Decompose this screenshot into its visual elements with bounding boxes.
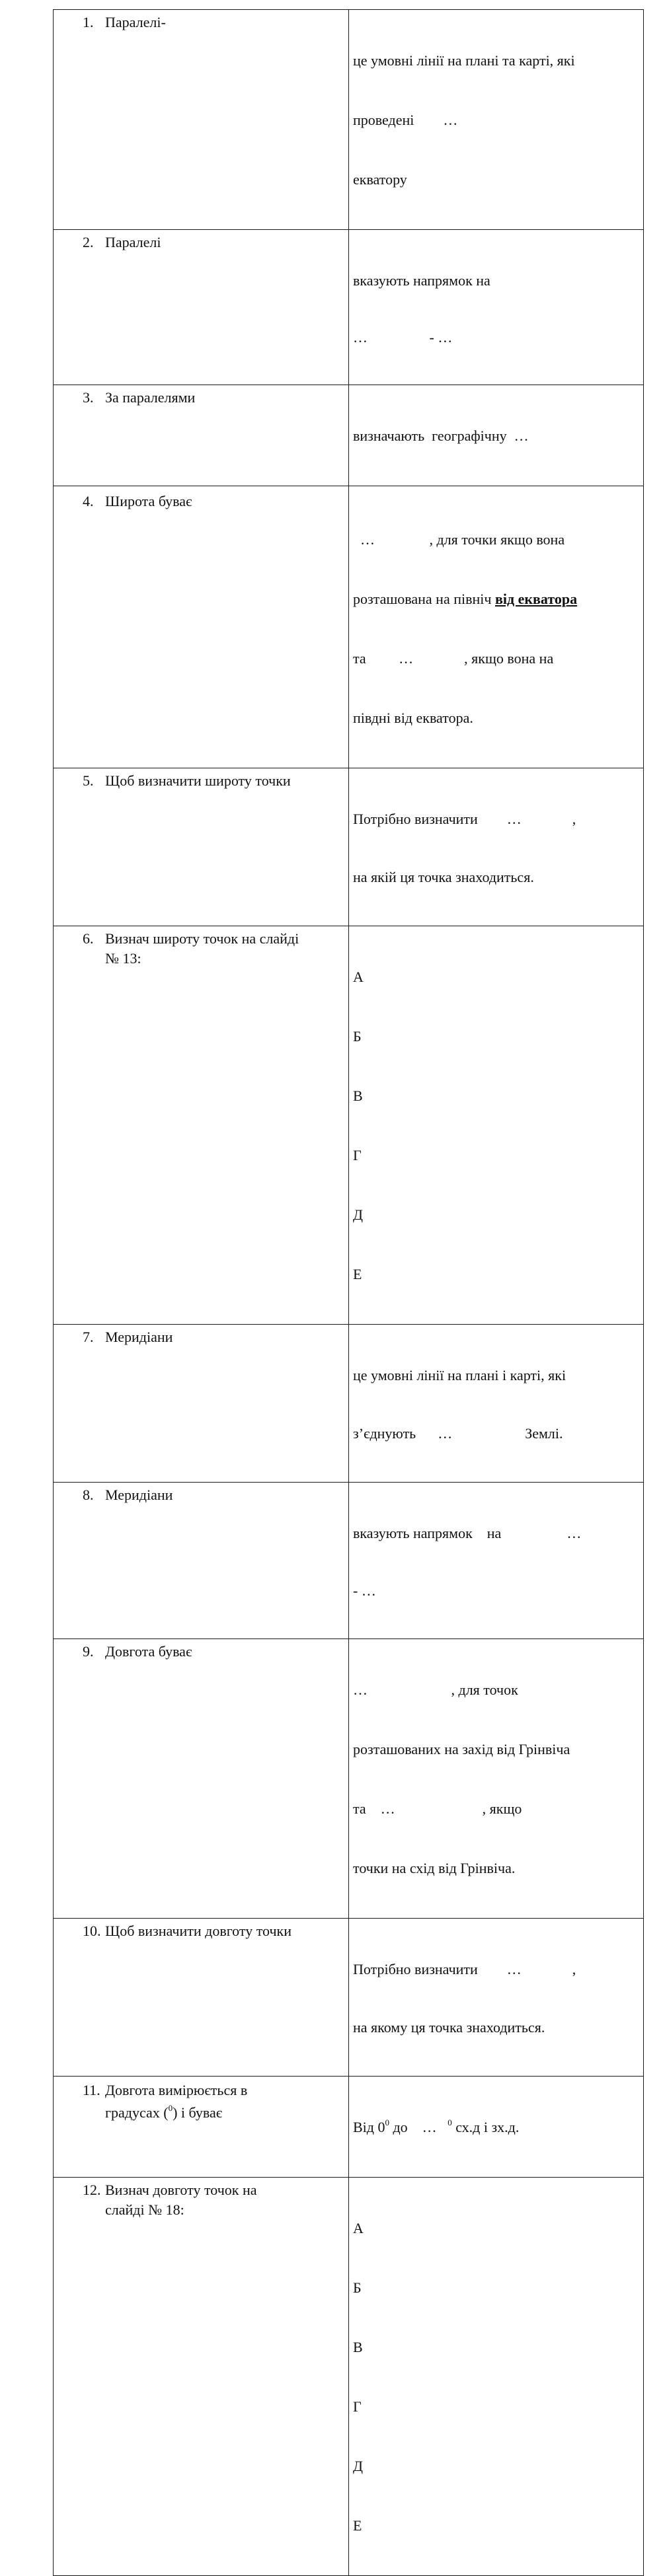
row-number: 7. <box>83 1329 94 1345</box>
answer-emphasis: від екватора <box>494 591 578 607</box>
row-number: 1. <box>83 14 94 30</box>
answer-line: Потрібно визначити … , <box>353 811 576 827</box>
table-row <box>54 2077 644 2178</box>
answer-line <box>353 589 629 609</box>
question-text: Довгота вимірюється в <box>105 2082 248 2098</box>
table-row <box>54 10 644 230</box>
question-text: Широта буває <box>105 493 192 509</box>
answer-point: Е <box>353 1266 362 1282</box>
table-row <box>54 926 644 1325</box>
answer-line: … - … <box>353 329 453 346</box>
question-text: ) і буває <box>173 2104 223 2121</box>
row-number: 4. <box>83 493 94 509</box>
answer-point: Б <box>353 2279 362 2296</box>
table-row <box>54 768 644 926</box>
answer-point: В <box>353 1087 363 1104</box>
answer-line: визначають географічну … <box>353 427 529 444</box>
answer-line: з’єднують … Землі. <box>353 1425 563 1442</box>
answer-point: Д <box>353 1206 364 1223</box>
question-text: Довгота буває <box>105 1643 192 1660</box>
question-text: слайді № 18: <box>105 2201 184 2218</box>
question-text: Паралелі- <box>105 14 166 30</box>
answer-fragment: сх.д і зх.д. <box>451 2119 520 2135</box>
answer-line: це умовні лінії на плані і карті, які <box>353 1367 566 1383</box>
answer-point: А <box>353 969 364 985</box>
answer-point: Д <box>353 2458 364 2474</box>
question-text: За паралелями <box>105 389 196 406</box>
degree-superscript: 0 <box>385 2117 389 2127</box>
answer-line: вказують напрямок на … <box>353 1525 582 1541</box>
answer-line: екватору <box>353 171 407 188</box>
answer-line: півдні від екватора. <box>353 710 473 726</box>
answer-line: проведені … <box>353 112 458 128</box>
table-row <box>54 385 644 486</box>
answer-fragment: до … <box>389 2119 448 2135</box>
question-text: Меридіани <box>105 1487 173 1503</box>
row-number: 2. <box>83 234 94 250</box>
answer-point: А <box>353 2220 364 2236</box>
answer-line: та … , якщо вона на <box>353 650 554 667</box>
answer-line: це умовні лінії на плані та карті, які <box>353 52 575 69</box>
answer-line: … , для точки якщо вона <box>353 531 565 548</box>
table-row <box>54 230 644 385</box>
answer-fragment: Від 0 <box>353 2119 385 2135</box>
degree-superscript: 0 <box>168 2102 173 2113</box>
answer-point: В <box>353 2339 363 2355</box>
answer-line: розташованих на захід від Грінвіча <box>353 1741 570 1757</box>
question-text: Щоб визначити широту точки <box>105 772 291 789</box>
answer-point: Г <box>353 2398 362 2415</box>
row-number: 10. <box>83 1923 101 1939</box>
answer-line: та … , якщо <box>353 1800 522 1817</box>
question-text: Визнач широту точок на слайді <box>105 930 299 947</box>
question-text: Меридіани <box>105 1329 173 1345</box>
answer-line: точки на схід від Грінвіча. <box>353 1860 516 1876</box>
row-number: 5. <box>83 772 94 789</box>
degree-superscript: 0 <box>448 2117 452 2127</box>
row-number: 8. <box>83 1487 94 1503</box>
row-number: 6. <box>83 930 94 947</box>
table-row <box>54 1919 644 2077</box>
row-number: 9. <box>83 1643 94 1660</box>
answer-point: Г <box>353 1147 362 1163</box>
answer-line: Потрібно визначити … , <box>353 1961 576 1977</box>
answer-line: на якому ця точка знаходиться. <box>353 2019 545 2036</box>
answer-fragment: розташована на північ <box>353 591 495 607</box>
answer-line: на якій ця точка знаходиться. <box>353 869 534 885</box>
row-number: 11. <box>83 2082 100 2098</box>
answer-line: вказують напрямок на <box>353 272 490 289</box>
answer-line <box>353 2117 629 2137</box>
answer-line: … , для точок <box>353 1681 518 1698</box>
row-number: 12. <box>83 2182 101 2198</box>
table-row <box>54 1325 644 1483</box>
table-row <box>54 486 644 768</box>
answer-point: Е <box>353 2517 362 2534</box>
table-row <box>54 1639 644 1919</box>
question-text: градусах ( <box>105 2104 169 2121</box>
table-row <box>54 2178 644 2576</box>
worksheet-table <box>53 9 644 2576</box>
question-text: Визнач довготу точок на <box>105 2182 257 2198</box>
question-text: Паралелі <box>105 234 161 250</box>
row-number: 3. <box>83 389 94 406</box>
question-text: Щоб визначити довготу точки <box>105 1923 292 1939</box>
answer-line: - … <box>353 1582 376 1599</box>
table-row <box>54 1483 644 1639</box>
question-text: № 13: <box>105 950 141 967</box>
answer-point: Б <box>353 1028 362 1045</box>
